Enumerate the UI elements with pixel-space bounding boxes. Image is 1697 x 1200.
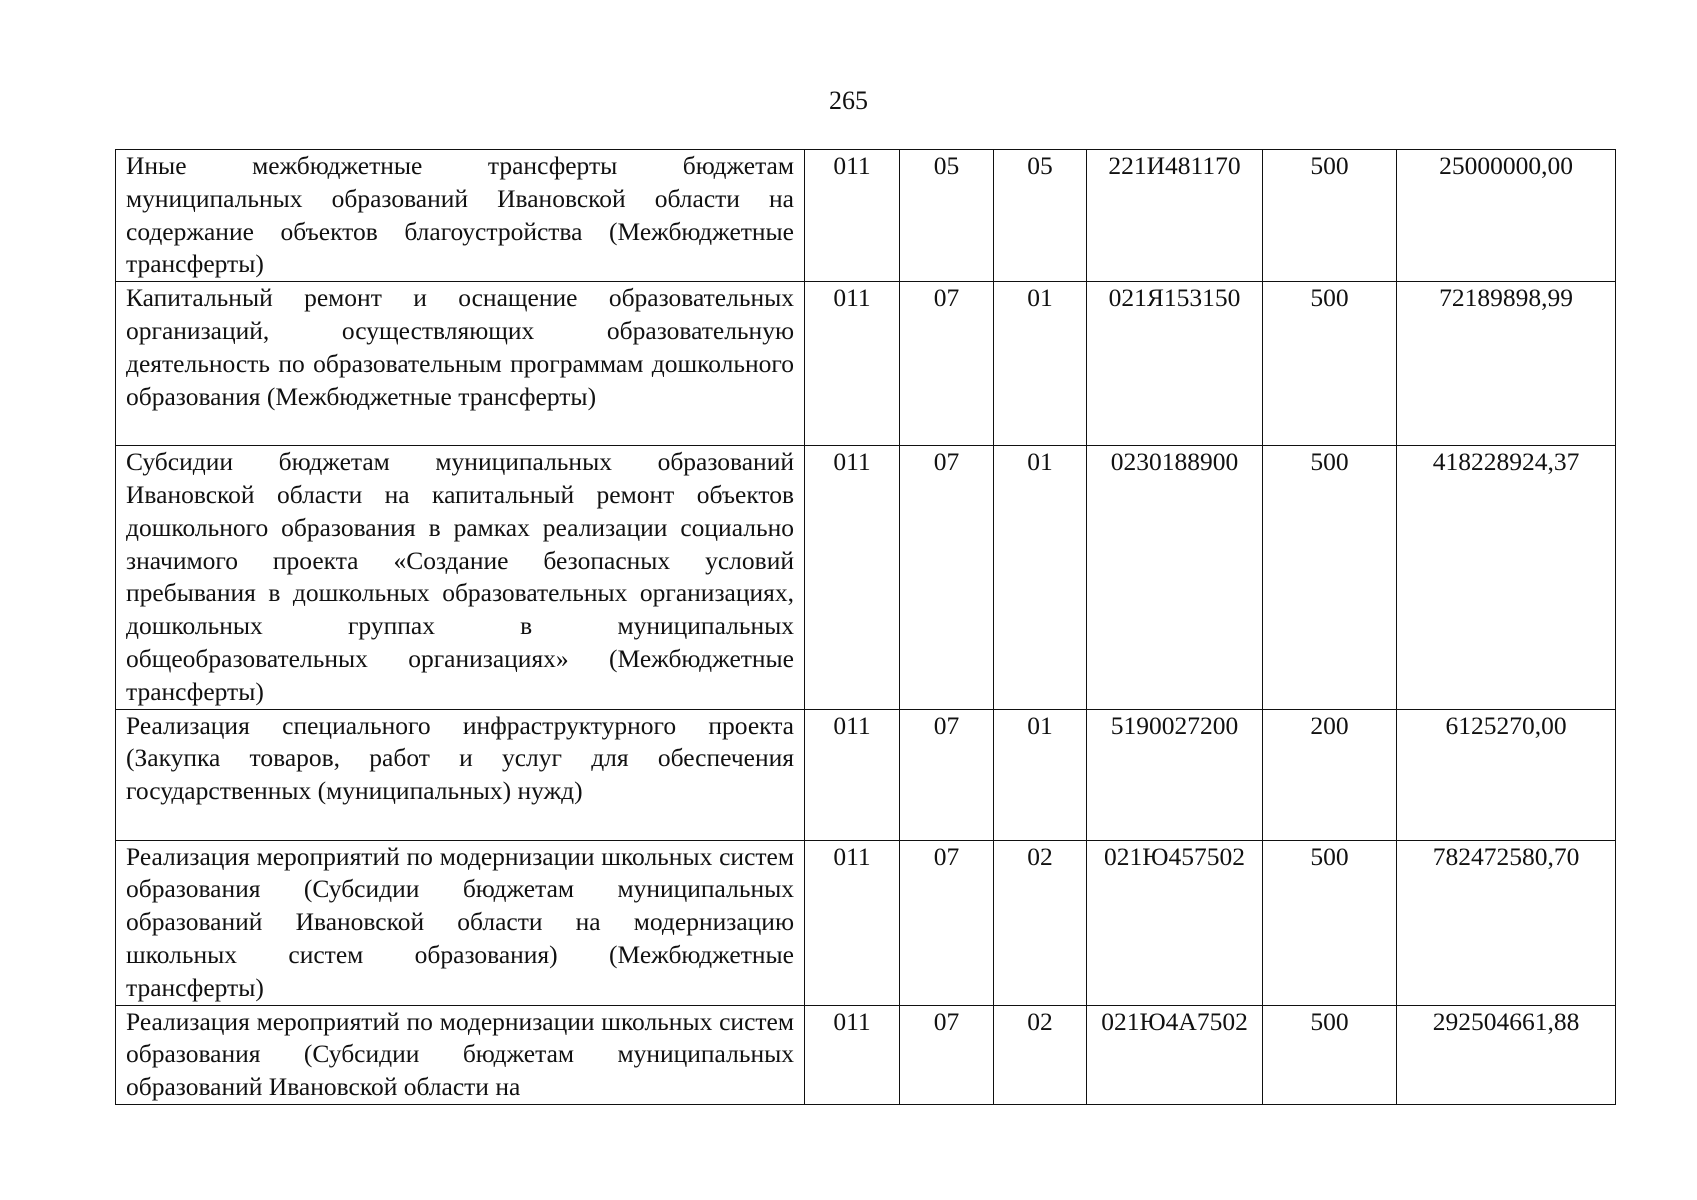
row-description: Реализация мероприятий по модернизации школьных систем образования (Субсидии бюджетам муниципальных образований Ивановской области на модернизацию школьных систем образования) (Межбюджетные трансферты) <box>116 840 805 1005</box>
row-pr-code: 02 <box>994 840 1087 1005</box>
table-row <box>116 1005 1616 1104</box>
row-description: Реализация специального инфраструктурного проекта (Закупка товаров, работ и услуг для обеспечения государственных (муниципальных) нужд) <box>116 709 805 840</box>
row-gr-code: 011 <box>805 1005 900 1104</box>
row-vr-code: 500 <box>1263 282 1397 446</box>
row-rz-code: 07 <box>900 282 994 446</box>
table-row <box>116 840 1616 1005</box>
row-vr-code: 200 <box>1263 709 1397 840</box>
table-row <box>116 150 1616 282</box>
row-csr-code: 021Ю4А7502 <box>1087 1005 1263 1104</box>
row-pr-code: 01 <box>994 282 1087 446</box>
row-gr-code: 011 <box>805 446 900 709</box>
row-pr-code: 01 <box>994 446 1087 709</box>
row-rz-code: 05 <box>900 150 994 282</box>
row-csr-code: 5190027200 <box>1087 709 1263 840</box>
table-row <box>116 709 1616 840</box>
budget-table <box>115 149 1616 1105</box>
row-amount: 6125270,00 <box>1397 709 1616 840</box>
row-rz-code: 07 <box>900 840 994 1005</box>
row-vr-code: 500 <box>1263 150 1397 282</box>
row-amount: 782472580,70 <box>1397 840 1616 1005</box>
table-row <box>116 446 1616 709</box>
row-amount: 292504661,88 <box>1397 1005 1616 1104</box>
row-gr-code: 011 <box>805 709 900 840</box>
row-description: Иные межбюджетные трансферты бюджетам муниципальных образований Ивановской области на содержание объектов благоустройства (Межбюджетные трансферты) <box>116 150 805 282</box>
row-amount: 418228924,37 <box>1397 446 1616 709</box>
row-description: Реализация мероприятий по модернизации школьных систем образования (Субсидии бюджетам муниципальных образований Ивановской области на <box>116 1005 805 1104</box>
row-amount: 72189898,99 <box>1397 282 1616 446</box>
row-amount: 25000000,00 <box>1397 150 1616 282</box>
row-csr-code: 0230188900 <box>1087 446 1263 709</box>
row-csr-code: 021Я153150 <box>1087 282 1263 446</box>
row-rz-code: 07 <box>900 446 994 709</box>
row-csr-code: 221И481170 <box>1087 150 1263 282</box>
row-rz-code: 07 <box>900 1005 994 1104</box>
row-csr-code: 021Ю457502 <box>1087 840 1263 1005</box>
row-vr-code: 500 <box>1263 446 1397 709</box>
row-vr-code: 500 <box>1263 1005 1397 1104</box>
row-rz-code: 07 <box>900 709 994 840</box>
row-vr-code: 500 <box>1263 840 1397 1005</box>
row-pr-code: 01 <box>994 709 1087 840</box>
row-description: Субсидии бюджетам муниципальных образований Ивановской области на капитальный ремонт объектов дошкольного образования в рамках реализации социально значимого проекта «Создание безопасных условий пребывания в дошкольных образовательных организациях, дошкольных группах в муниципальных общеобразовательных организациях» (Межбюджетные трансферты) <box>116 446 805 709</box>
row-description: Капитальный ремонт и оснащение образовательных организаций, осуществляющих образовательную деятельность по образовательным программам дошкольного образования (Межбюджетные трансферты) <box>116 282 805 446</box>
row-pr-code: 05 <box>994 150 1087 282</box>
row-pr-code: 02 <box>994 1005 1087 1104</box>
row-gr-code: 011 <box>805 282 900 446</box>
page-number: 265 <box>829 86 868 115</box>
table-row <box>116 282 1616 446</box>
row-gr-code: 011 <box>805 840 900 1005</box>
row-gr-code: 011 <box>805 150 900 282</box>
